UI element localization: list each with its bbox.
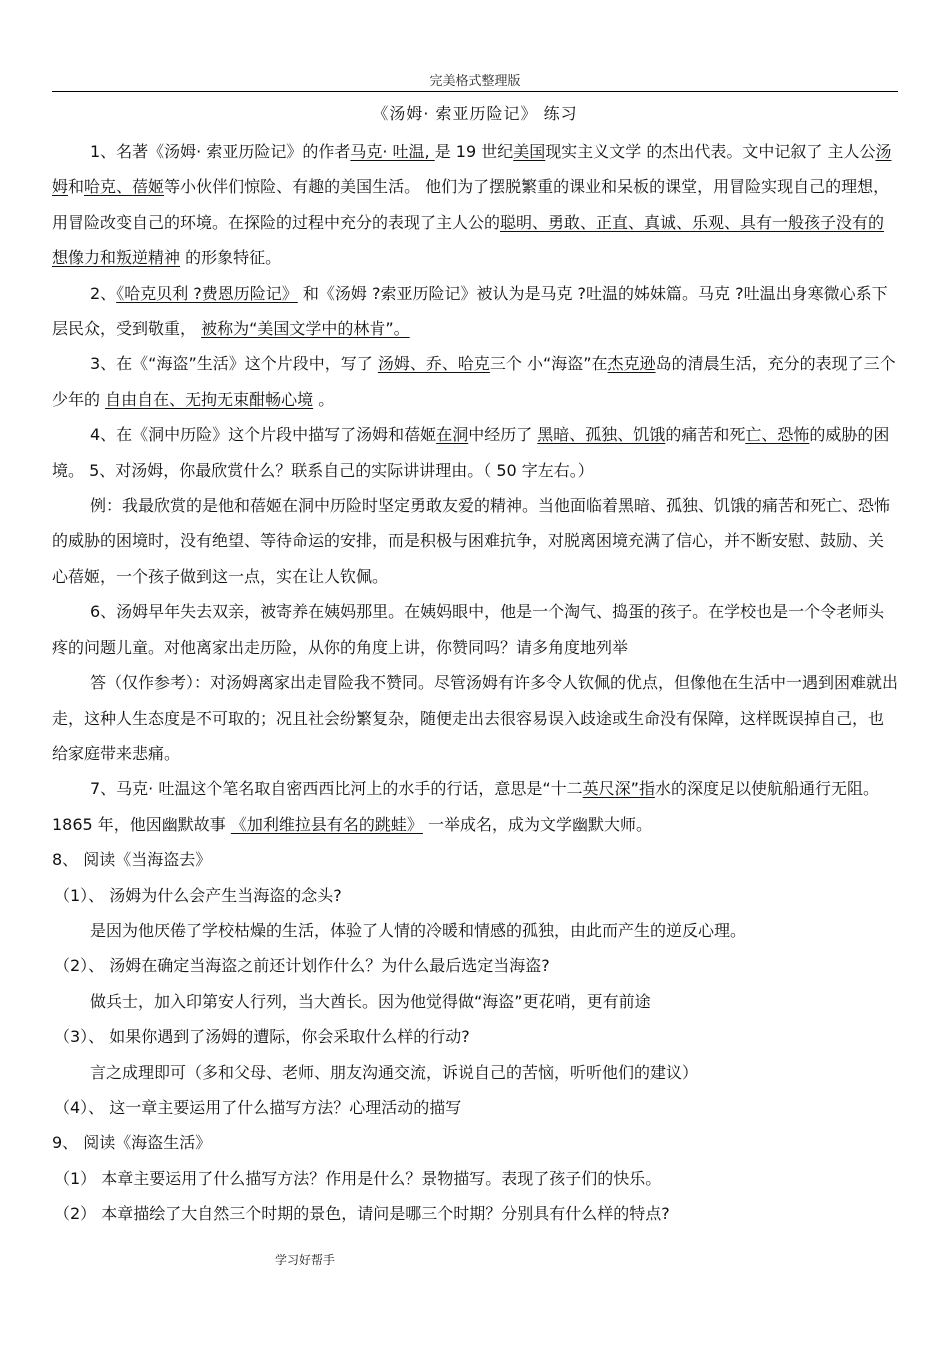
question-1 bbox=[52, 134, 898, 276]
q9-item: （2） 本章描绘了大自然三个时期的景色，请问是哪三个时期？分别具有什么样的特点? bbox=[54, 1204, 670, 1224]
header-divider bbox=[52, 91, 898, 92]
q4-threat-answer: 亡、恐怖 bbox=[745, 425, 810, 445]
q1-text: 和 bbox=[68, 177, 85, 197]
question-7 bbox=[52, 771, 898, 842]
question-5-answer: 例：我最欣赏的是他和蓓姬在洞中历险时坚定勇敢友爱的精神。当他面临着黑暗、孤独、饥饿的痛苦和死亡、恐怖的威胁的困境时，没有绝望、等待命运的安排，而是积极与困难抗争，对脱离困境充满了信心，并不断安慰、鼓励、关心蓓姬，一个孩子做到这一点，实在让人钦佩。 bbox=[52, 496, 891, 586]
q1-text: 等小伙伴们惊险、有趣的美国生活。 他们为了摆脱繁重的课业和呆板的课堂，用冒险实现自己的理想，用冒险改变自己的环境。在探险的过程中充分的表现了主人公的 bbox=[52, 177, 890, 232]
q8-item-answer: 做兵士，加入印第安人行列，当大酋长。因为他觉得做“海盗”更花哨，更有前途 bbox=[90, 991, 651, 1011]
question-6-answer: 答（仅作参考）：对汤姆离家出走冒险我不赞同。尽管汤姆有许多令人钦佩的优点，但像他在生活中一遇到困难就出走，这种人生态度是不可取的；况且社会纷繁复杂，随便走出去很容易误入歧途或生命没有保障，这样既误掉自己，也给家庭带来悲痛。 bbox=[52, 673, 899, 763]
q7-phrase-answer: 英尺深”指 bbox=[582, 779, 655, 799]
q2-text: 和《汤姆 ?索亚历险记》被认为是马克 ?吐温的姊妹篇。马克 ?吐温出身寒微心系下层民众，受到敬重， bbox=[52, 283, 888, 339]
q1-text: 是 19 世纪 bbox=[434, 142, 514, 161]
page-title: 《汤姆· 索亚历险记》 练习 bbox=[372, 104, 578, 123]
q8-item-answer: 言之成理即可（多和父母、老师、朋友沟通交流，诉说自己的苦恼，听听他们的建议） bbox=[90, 1062, 699, 1082]
document-body bbox=[52, 134, 898, 1232]
question-2 bbox=[52, 276, 898, 347]
q4-hardship-answer: 黑暗、孤独、饥饿 bbox=[537, 425, 666, 445]
q2-text: 2、 bbox=[90, 283, 117, 303]
q4-text: 4、在《洞中历险》这个片段中描写了汤姆和蓓姬 bbox=[90, 425, 437, 445]
q7-story-answer: 《加利维拉县有名的跳蛙》 bbox=[230, 814, 423, 834]
q2-book-answer: 《哈克贝利 ?费恩历险记》 bbox=[116, 283, 298, 303]
q1-text: 现实主义文学 的杰出代表。文中记叙了 主人公 bbox=[545, 142, 876, 161]
question-4-5 bbox=[52, 417, 898, 488]
q3-text: 三个 小“海盗”在 bbox=[489, 354, 608, 374]
q8-item-question: （1）、 汤姆为什么会产生当海盗的念头? bbox=[54, 885, 342, 905]
question-8-heading: 8、 阅读《当海盗去》 bbox=[52, 850, 212, 870]
q1-name-answer: 蓓姬 bbox=[132, 177, 165, 197]
q7-text: 一举成名，成为文学幽默大师。 bbox=[422, 814, 653, 834]
page-header: 完美格式整理版 bbox=[429, 74, 521, 89]
q9-item: （1） 本章主要运用了什么描写方法？作用是什么？景物描写。表现了孩子们的快乐。 bbox=[54, 1168, 662, 1188]
q1-name-answer: 哈克、 bbox=[84, 177, 133, 197]
q4-place-answer: 在洞 bbox=[436, 425, 469, 445]
q1-traits-answer: 聪明、勇敢、正直、真诚、乐观、具有一般孩子没有的想像力和叛逆精神 bbox=[52, 212, 885, 268]
q8-item-question: （2）、 汤姆在确定当海盗之前还计划作什么？为什么最后选定当海盗? bbox=[54, 956, 550, 976]
question-6: 6、汤姆早年失去双亲，被寄养在姨妈那里。在姨妈眼中，他是一个淘气、捣蛋的孩子。在学校也是一个令老师头疼的问题儿童。对他离家出走历险，从你的角度上讲，你赞同吗？请多角度地列举 bbox=[52, 602, 885, 657]
q4-text: 中经历了 bbox=[468, 425, 538, 445]
q1-author-answer: 马克· 吐温, bbox=[350, 142, 435, 161]
question-9-heading: 9、 阅读《海盗生活》 bbox=[52, 1133, 212, 1153]
q3-text: 3、在《“海盗”生活》这个片段中，写了 bbox=[90, 354, 378, 374]
q8-item-question: （3）、 如果你遇到了汤姆的遭际，你会采取什么样的行动? bbox=[54, 1027, 470, 1047]
q3-island-answer: 杰克逊 bbox=[607, 354, 656, 374]
q1-text: 的形象特征。 bbox=[180, 248, 282, 268]
q3-text: 。 bbox=[313, 389, 335, 409]
q1-country-answer: 美国 bbox=[513, 142, 546, 161]
q3-text: 岛的清晨生活，充分的表现了三个少年的 bbox=[52, 354, 896, 409]
q1-text: 1、名著《汤姆· 索亚历险记》的作者 bbox=[90, 142, 351, 161]
q4-q5-text: 的威胁的困境。 5、对汤姆，你最欣赏什么？联系自己的实际讲讲理由。（ 50 字左右。） bbox=[52, 425, 890, 480]
q7-text: 水的深度足以使航船通行无阻。 1865 年，他因幽默故事 bbox=[52, 779, 879, 834]
q4-text: 的痛苦和死 bbox=[665, 425, 746, 445]
q3-names-answer: 汤姆、乔、哈克 bbox=[377, 354, 490, 374]
q8-item-question: （4）、 这一章主要运用了什么描写方法？心理活动的描写 bbox=[54, 1097, 462, 1117]
q2-title-answer: 被称为“美国文学中的林肯”。 bbox=[201, 319, 410, 339]
question-3 bbox=[52, 346, 898, 417]
q1-name-answer: 汤姆 bbox=[52, 142, 892, 197]
q8-item-answer: 是因为他厌倦了学校枯燥的生活，体验了人情的冷暖和情感的孤独，由此而产生的逆反心理。 bbox=[90, 920, 747, 940]
q3-mood-answer: 自由自在、无拘无束酣畅心境 bbox=[105, 389, 314, 409]
q7-text: 7、马克· 吐温这个笔名取自密西西比河上的水手的行话，意思是“十二 bbox=[90, 779, 583, 799]
page-footer: 学习好帮手 bbox=[275, 1253, 336, 1267]
